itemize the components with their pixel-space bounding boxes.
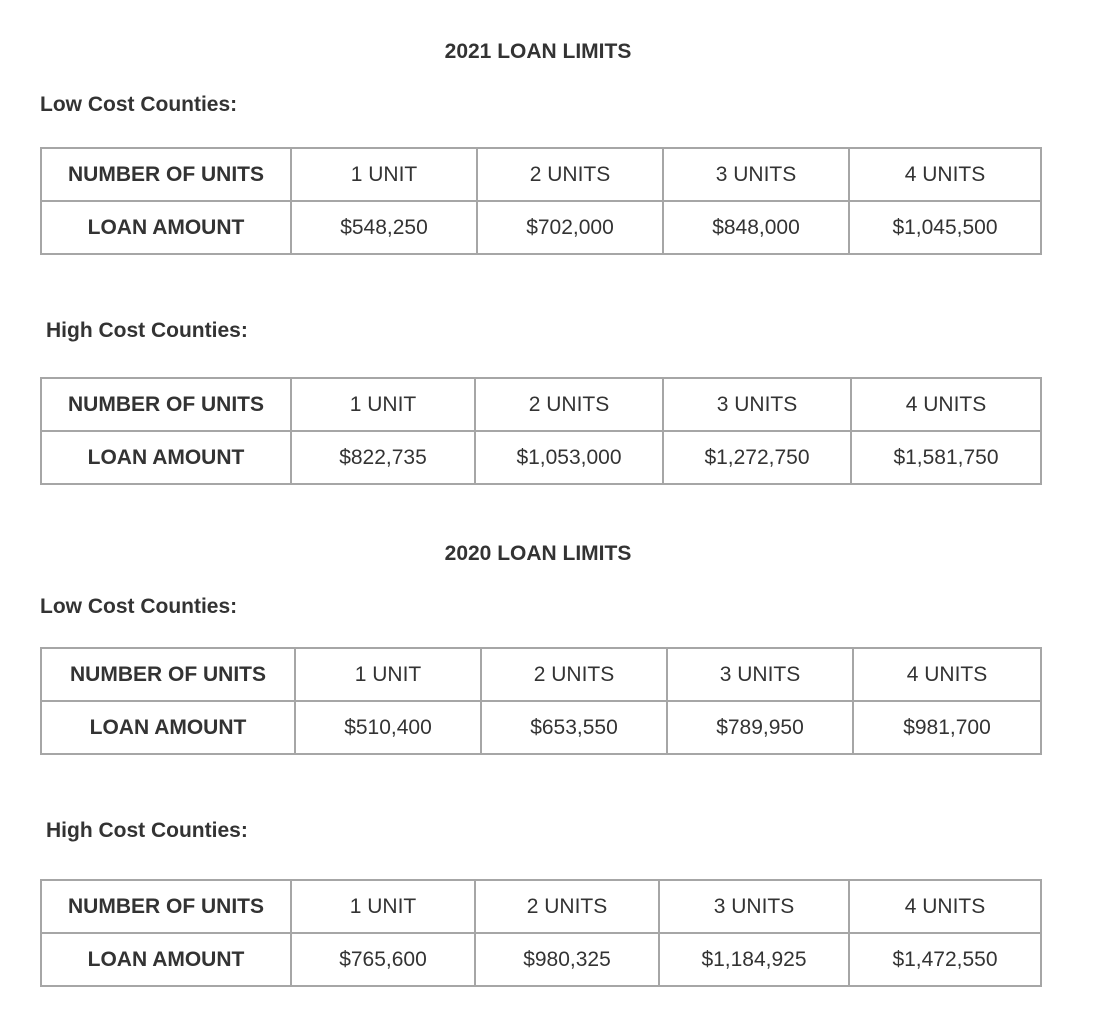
table-row	[41, 880, 1041, 933]
amount-cell: $981,700	[853, 701, 1041, 754]
units-cell: 2 UNITS	[475, 378, 663, 431]
units-cell: 4 UNITS	[851, 378, 1041, 431]
section-title-2020: 2020 LOAN LIMITS	[444, 542, 632, 565]
units-cell: 4 UNITS	[849, 880, 1041, 933]
loan-limits-table-2020-low	[40, 647, 1042, 755]
units-cell: 4 UNITS	[853, 648, 1041, 701]
units-cell: 2 UNITS	[477, 148, 663, 201]
units-cell: 1 UNIT	[291, 148, 477, 201]
table-row	[41, 431, 1041, 484]
amount-cell: $1,184,925	[659, 933, 849, 986]
table-row	[41, 201, 1041, 254]
table-row	[41, 378, 1041, 431]
row-header-cell: NUMBER OF UNITS	[41, 148, 291, 201]
units-cell: 1 UNIT	[295, 648, 481, 701]
loan-limits-table-2021-low	[40, 147, 1042, 255]
loan-limits-table-2021-high	[40, 377, 1042, 485]
row-header-cell: LOAN AMOUNT	[41, 701, 295, 754]
units-cell: 3 UNITS	[659, 880, 849, 933]
amount-cell: $765,600	[291, 933, 475, 986]
row-header-cell: NUMBER OF UNITS	[41, 880, 291, 933]
units-cell: 1 UNIT	[291, 880, 475, 933]
amount-cell: $1,272,750	[663, 431, 851, 484]
amount-cell: $510,400	[295, 701, 481, 754]
amount-cell: $653,550	[481, 701, 667, 754]
units-cell: 1 UNIT	[291, 378, 475, 431]
group-label-2020-high: High Cost Counties:	[46, 819, 248, 842]
amount-cell: $822,735	[291, 431, 475, 484]
amount-cell: $980,325	[475, 933, 659, 986]
amount-cell: $548,250	[291, 201, 477, 254]
group-label-2021-low: Low Cost Counties:	[40, 93, 238, 116]
units-cell: 2 UNITS	[481, 648, 667, 701]
amount-cell: $1,581,750	[851, 431, 1041, 484]
amount-cell: $702,000	[477, 201, 663, 254]
row-header-cell: NUMBER OF UNITS	[41, 648, 295, 701]
amount-cell: $848,000	[663, 201, 849, 254]
row-header-cell: LOAN AMOUNT	[41, 201, 291, 254]
row-header-cell: LOAN AMOUNT	[41, 431, 291, 484]
amount-cell: $1,053,000	[475, 431, 663, 484]
amount-cell: $1,045,500	[849, 201, 1041, 254]
units-cell: 3 UNITS	[663, 148, 849, 201]
units-cell: 2 UNITS	[475, 880, 659, 933]
units-cell: 3 UNITS	[663, 378, 851, 431]
table-row	[41, 148, 1041, 201]
row-header-cell: LOAN AMOUNT	[41, 933, 291, 986]
table-row	[41, 701, 1041, 754]
group-label-2020-low: Low Cost Counties:	[40, 595, 238, 618]
loan-limits-table-2020-high	[40, 879, 1042, 987]
row-header-cell: NUMBER OF UNITS	[41, 378, 291, 431]
units-cell: 3 UNITS	[667, 648, 853, 701]
amount-cell: $789,950	[667, 701, 853, 754]
group-label-2021-high: High Cost Counties:	[46, 319, 248, 342]
section-title-2021: 2021 LOAN LIMITS	[444, 40, 632, 63]
table-row	[41, 933, 1041, 986]
units-cell: 4 UNITS	[849, 148, 1041, 201]
table-row	[41, 648, 1041, 701]
amount-cell: $1,472,550	[849, 933, 1041, 986]
